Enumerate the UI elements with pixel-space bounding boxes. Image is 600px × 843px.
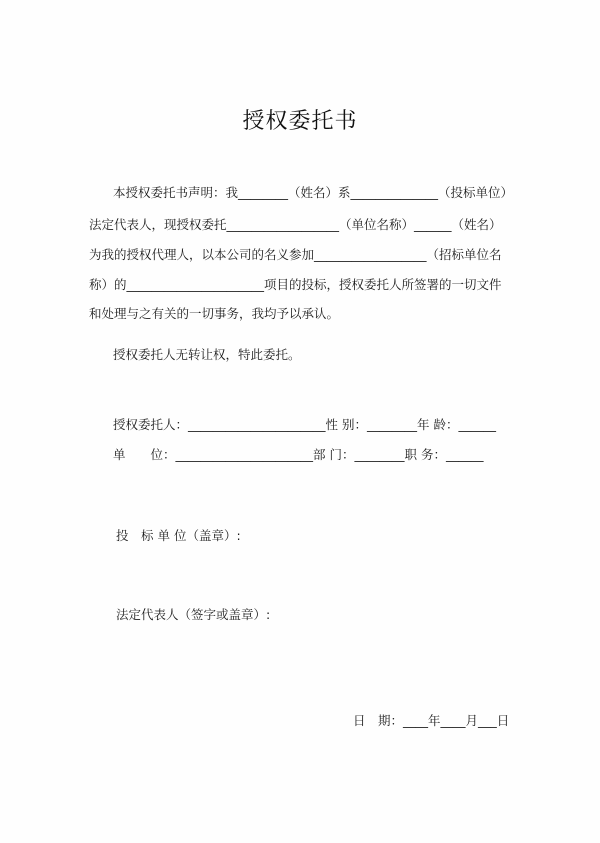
document-title: 授权委托书 [242, 109, 358, 134]
statement-line-1: 本授权委托书声明：我________（姓名）系______________（投标单位） [113, 185, 514, 200]
bidder-seal-line: 投 标 单 位（盖章）: [116, 528, 241, 543]
statement-line-4: 称）的______________________项目的投标，授权委托人所签署的一切文件 [89, 277, 502, 292]
agent-info-row: 授权委托人：______________________性 别：________年 龄：______ [113, 417, 496, 432]
statement-line-2: 法定代表人，现授权委托__________________（单位名称）______（姓名） [89, 217, 502, 232]
statement-line-3: 为我的授权代理人，以本公司的名义参加__________________（招标单位名 [89, 247, 502, 262]
legal-representative-signature-line: 法定代表人（签字或盖章）: [116, 607, 271, 622]
statement-line-5: 和处理与之有关的一切事务，我均予以承认。 [89, 306, 340, 321]
unit-info-row: 单 位：______________________部 门：________职 务：______ [113, 447, 484, 462]
date-line: 日 期：____年____月___日 [353, 713, 510, 728]
no-transfer-statement: 授权委托人无转让权，特此委托。 [113, 347, 301, 362]
